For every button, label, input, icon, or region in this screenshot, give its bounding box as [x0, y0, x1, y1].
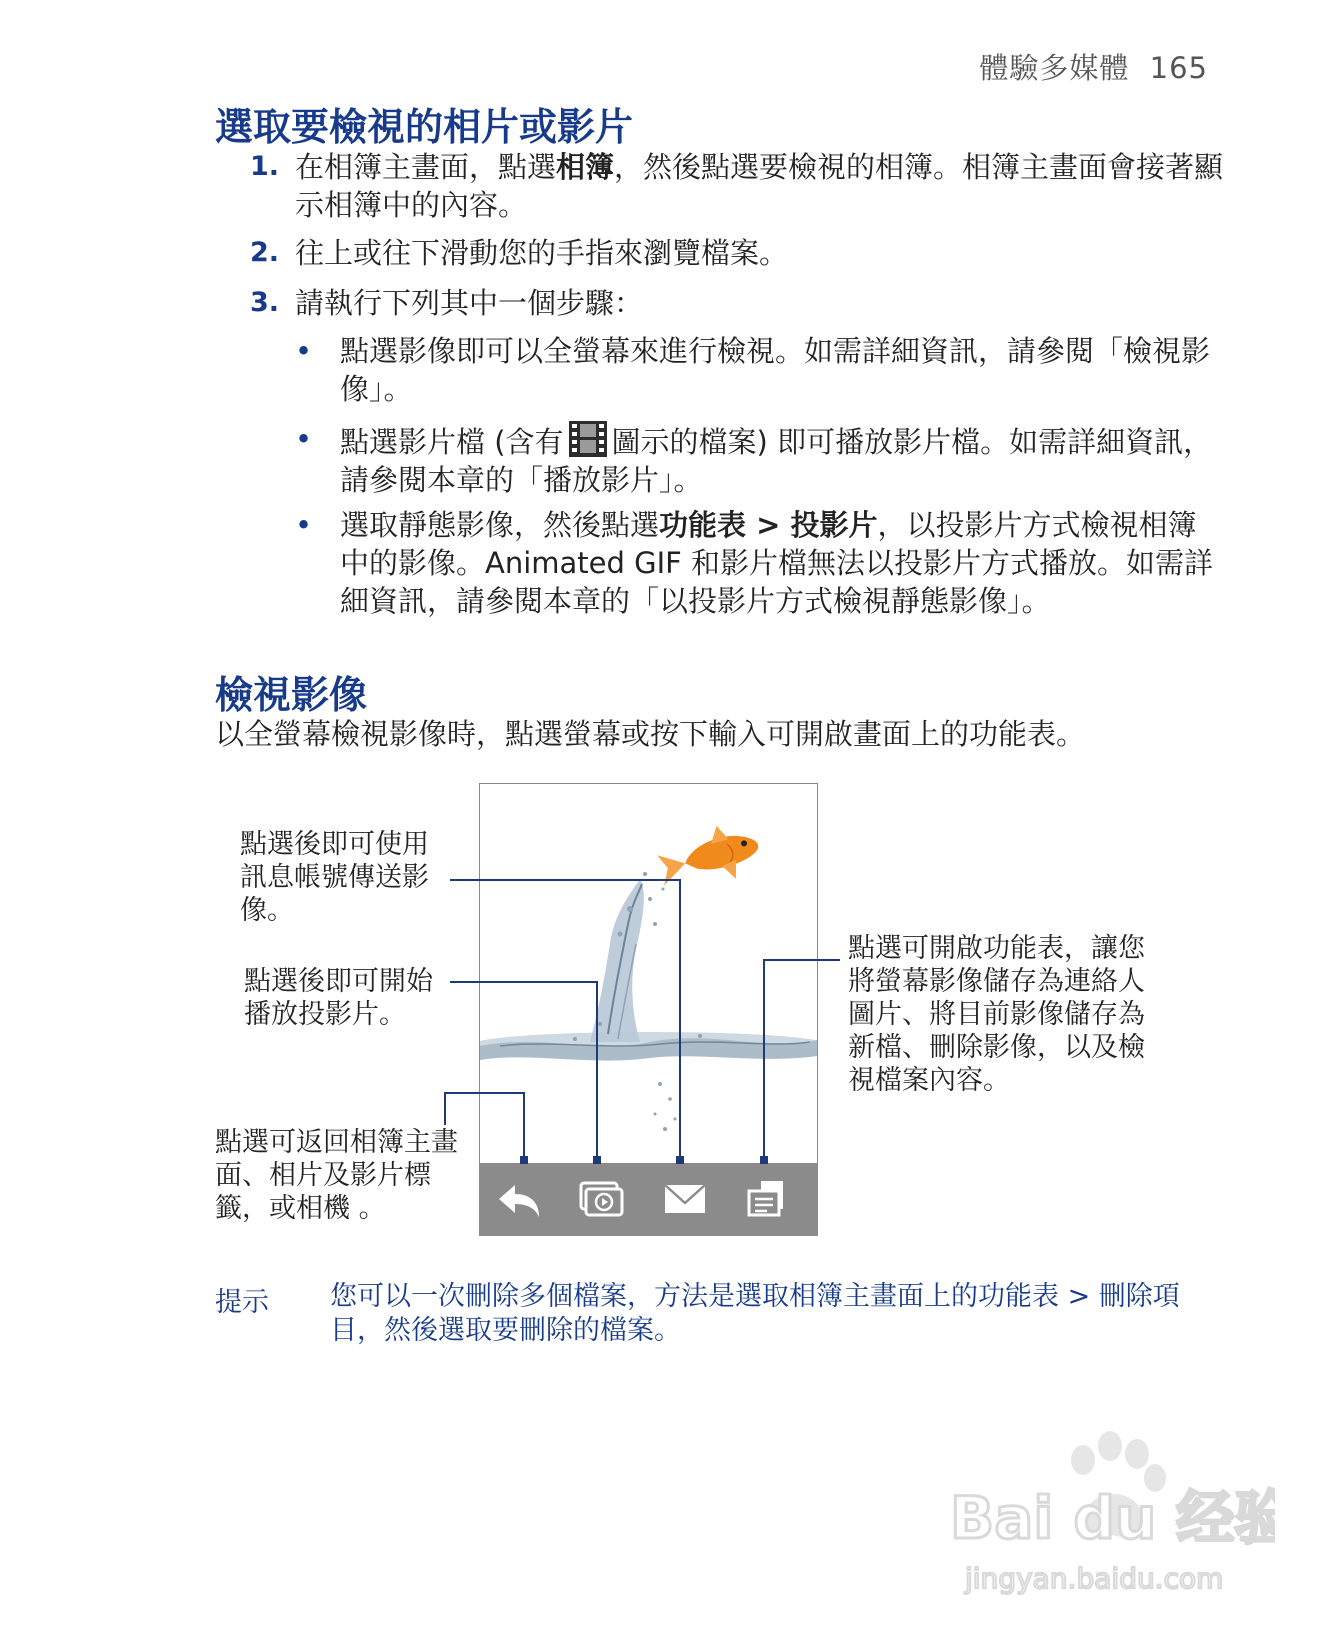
step-text-pre: 在相簿主畫面，點選 — [295, 150, 557, 184]
step-number: 3. — [250, 287, 280, 318]
bullet-text-pre: 點選影片檔 (含有 — [340, 425, 564, 459]
menu-icon[interactable] — [741, 1173, 793, 1225]
mail-icon[interactable] — [659, 1173, 711, 1225]
bullet-text-post: 圖示的檔案) 即可播放影片檔。如需詳細資訊，請參閱本章的「播放影片」。 — [340, 425, 1213, 497]
step-number: 1. — [250, 151, 280, 182]
bullet-text — [340, 420, 1225, 499]
image-toolbar — [479, 1163, 817, 1235]
bullet-dot: • — [295, 508, 313, 542]
step-text: 往上或往下滑動您的手指來瀏覽檔案。 — [295, 236, 789, 270]
baidu-watermark — [945, 1420, 1275, 1600]
bullet-slideshow — [295, 506, 1225, 626]
bullet-text — [340, 506, 1225, 620]
bullet-dot: • — [295, 422, 313, 456]
step-2 — [250, 234, 1230, 274]
step-number: 2. — [250, 237, 280, 268]
step-text-bold: 相簿 — [556, 150, 615, 184]
film-strip-icon — [568, 420, 608, 458]
slideshow-icon[interactable] — [575, 1173, 627, 1225]
bullet-text: 點選影像即可以全螢幕來進行檢視。如需詳細資訊，請參閱「檢視影像」。 — [340, 334, 1211, 406]
goldfish — [653, 817, 765, 897]
callout-menu: 點選可開啟功能表，讓您將螢幕影像儲存為連絡人圖片、將目前影像儲存為新檔、刪除影像，以及檢視檔案內容。 — [848, 933, 1145, 1096]
callout-slideshow: 點選後即可開始播放投影片。 — [244, 966, 433, 1030]
bullet-dot: • — [295, 334, 313, 368]
step-3 — [250, 284, 1230, 324]
baidu-paw-icon — [945, 1420, 1275, 1600]
tip-label: 提示 — [215, 1287, 269, 1318]
bullet-view-image — [295, 332, 1225, 412]
bullet-text-bold: 功能表 > 投影片 — [659, 508, 878, 542]
step-text: 請執行下列其中一個步驟： — [295, 286, 644, 320]
bullet-play-video — [295, 420, 1225, 500]
section-intro: 以全螢幕檢視影像時，點選螢幕或按下輸入可開啟畫面上的功能表。 — [215, 717, 1086, 751]
bullet-text-post: ，以投影片方式檢視相簿中的影像。Animated GIF 和影片檔無法以投影片方式播放。如需詳細資訊，請參閱本章的「以投影片方式檢視靜態影像」。 — [340, 508, 1214, 618]
watermark-brand: Bai du 经验 — [950, 1484, 1275, 1552]
tip-text: 您可以一次刪除多個檔案，方法是選取相簿主畫面上的功能表 > 刪除項目，然後選取要刪除的檔案。 — [330, 1281, 1180, 1346]
page-number: 165 — [1149, 51, 1208, 85]
back-arrow-icon[interactable] — [493, 1173, 545, 1225]
step-1 — [250, 148, 1230, 228]
callout-back: 點選可返回相簿主畫面、相片及影片標籤，或相機 。 — [215, 1127, 458, 1224]
step-text-post: ，然後點選要檢視的相簿。相簿主畫面會接著顯示相簿中的內容。 — [295, 150, 1224, 222]
section-title-view-image: 檢視影像 — [215, 673, 368, 717]
step-text — [295, 148, 1225, 224]
watermark-url: jingyan.baidu.com — [965, 1562, 1224, 1595]
section-title-select: 選取要檢視的相片或影片 — [215, 105, 634, 149]
bullet-text-pre: 選取靜態影像，然後點選 — [340, 508, 660, 542]
callout-send: 點選後即可使用訊息帳號傳送影像。 — [240, 829, 429, 926]
header-section-title: 體驗多媒體 — [979, 51, 1130, 85]
page-header — [979, 46, 1208, 87]
